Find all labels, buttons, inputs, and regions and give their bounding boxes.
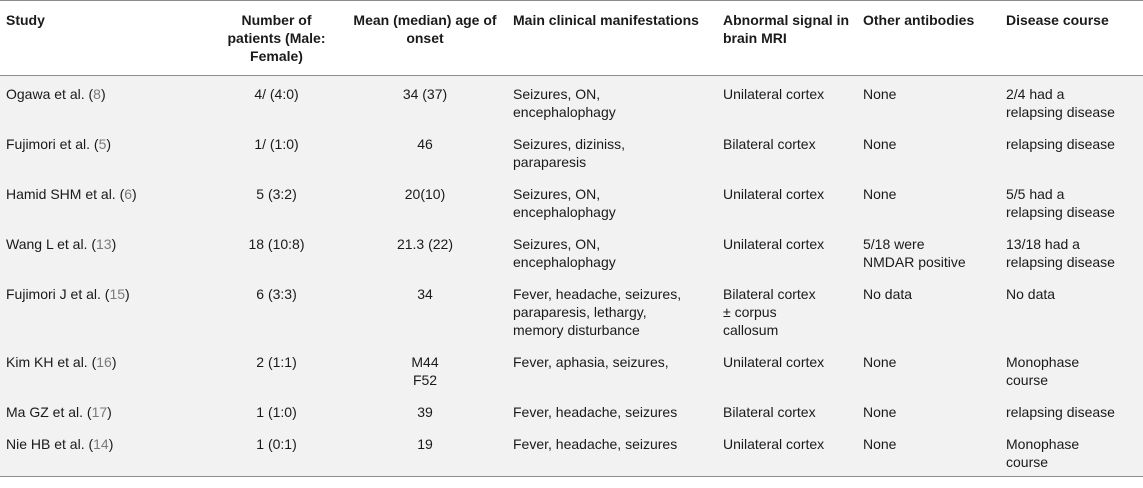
cell-study bbox=[0, 226, 210, 276]
ref-close: ) bbox=[132, 186, 137, 202]
study-name: Wang L et al. ( bbox=[6, 236, 97, 252]
cell-manifestations: Seizures, ON, encephalophagy bbox=[513, 86, 616, 120]
ref-close: ) bbox=[100, 86, 106, 102]
study-name: Nie HB et al. ( bbox=[6, 436, 94, 452]
cell-course: No data bbox=[1006, 286, 1056, 302]
cell-mri: Unilateral cortex bbox=[723, 436, 825, 452]
cell-age: 20(10) bbox=[404, 186, 446, 202]
header-antibodies: Other antibodies bbox=[857, 1, 1000, 76]
header-age: Mean (median) age of onset bbox=[343, 1, 507, 76]
table-row bbox=[0, 344, 1143, 394]
cell-patients: 2 (1:1) bbox=[256, 354, 297, 370]
cell-antibodies: None bbox=[863, 436, 897, 452]
cell-age: 21.3 (22) bbox=[396, 236, 454, 252]
table-row bbox=[0, 394, 1143, 426]
cell-patients: 18 (10:8) bbox=[248, 236, 305, 252]
reference-link[interactable]: 15 bbox=[109, 286, 126, 302]
cell-manifestations: Seizures, ON, encephalophagy bbox=[513, 186, 616, 220]
cell-patients: 5 (3:2) bbox=[256, 186, 297, 202]
cell-age: 34 (37) bbox=[402, 86, 448, 102]
cell-mri: Unilateral cortex bbox=[723, 86, 825, 102]
cell-study bbox=[0, 344, 210, 394]
study-name: Fujimori et al. ( bbox=[6, 136, 99, 152]
cell-antibodies: None bbox=[863, 86, 897, 102]
table-row bbox=[0, 226, 1143, 276]
table-body bbox=[0, 76, 1143, 477]
table-header bbox=[0, 1, 1143, 76]
cell-manifestations: Fever, headache, seizures bbox=[513, 436, 678, 452]
cell-manifestations: Seizures, ON, encephalophagy bbox=[513, 236, 616, 270]
cell-patients: 4/ (4:0) bbox=[254, 86, 299, 102]
cell-patients: 6 (3:3) bbox=[256, 286, 297, 302]
reference-link[interactable]: 14 bbox=[93, 436, 109, 452]
study-name: Ogawa et al. ( bbox=[6, 86, 94, 102]
cell-mri: Bilateral cortex bbox=[723, 404, 816, 420]
cell-course: relapsing disease bbox=[1006, 404, 1115, 420]
cell-study bbox=[0, 76, 210, 127]
cell-course: relapsing disease bbox=[1006, 136, 1115, 152]
cell-antibodies: None bbox=[863, 136, 897, 152]
cell-study bbox=[0, 394, 210, 426]
table-row bbox=[0, 76, 1143, 127]
cell-course: Monophase course bbox=[1006, 354, 1080, 388]
cell-course: Monophase course bbox=[1006, 436, 1080, 470]
ref-close: ) bbox=[106, 136, 112, 152]
cell-mri: Bilateral cortex ± corpus callosum bbox=[723, 286, 816, 338]
ref-close: ) bbox=[108, 436, 114, 452]
reference-link[interactable]: 5 bbox=[98, 136, 107, 152]
table-row bbox=[0, 176, 1143, 226]
cell-antibodies: 5/18 were NMDAR positive bbox=[863, 236, 966, 270]
cell-mri: Unilateral cortex bbox=[723, 186, 825, 202]
study-name: Hamid SHM et al. ( bbox=[6, 186, 125, 202]
cell-patients: 1 (0:1) bbox=[256, 436, 297, 452]
header-study: Study bbox=[0, 1, 210, 76]
cell-manifestations: Seizures, diziniss, paraparesis bbox=[513, 136, 626, 170]
cell-mri: Unilateral cortex bbox=[723, 236, 825, 252]
ref-close: ) bbox=[125, 286, 130, 302]
study-name: Ma GZ et al. ( bbox=[6, 404, 92, 420]
header-manifestations: Main clinical manifestations bbox=[507, 1, 717, 76]
cell-study bbox=[0, 426, 210, 477]
ref-close: ) bbox=[107, 404, 112, 420]
cell-age: 34 bbox=[417, 286, 433, 302]
cell-study bbox=[0, 276, 210, 344]
table-row bbox=[0, 426, 1143, 477]
cell-age: 39 bbox=[417, 404, 433, 420]
cell-course: 5/5 had a relapsing disease bbox=[1006, 186, 1115, 220]
header-patients: Number of patients (Male: Female) bbox=[210, 1, 343, 76]
study-name: Kim KH et al. ( bbox=[6, 354, 97, 370]
cell-manifestations: Fever, headache, seizures bbox=[513, 404, 678, 420]
cell-antibodies: None bbox=[863, 354, 897, 370]
cell-antibodies: None bbox=[863, 186, 897, 202]
header-row bbox=[0, 1, 1143, 76]
ref-close: ) bbox=[111, 354, 117, 370]
cell-study bbox=[0, 126, 210, 176]
reference-link[interactable]: 17 bbox=[91, 404, 108, 420]
cell-study bbox=[0, 176, 210, 226]
cell-patients: 1/ (1:0) bbox=[254, 136, 299, 152]
cell-antibodies: None bbox=[863, 404, 897, 420]
cell-age: 46 bbox=[417, 136, 433, 152]
reference-link[interactable]: 6 bbox=[124, 186, 133, 202]
cell-patients: 1 (1:0) bbox=[256, 404, 297, 420]
cell-manifestations: Fever, aphasia, seizures, bbox=[513, 354, 669, 370]
cell-age: M44 F52 bbox=[411, 354, 439, 388]
cell-mri: Bilateral cortex bbox=[723, 136, 816, 152]
cell-antibodies: No data bbox=[863, 286, 913, 302]
cell-course: 2/4 had a relapsing disease bbox=[1006, 86, 1115, 120]
reference-link[interactable]: 8 bbox=[93, 86, 101, 102]
reference-link[interactable]: 16 bbox=[96, 354, 112, 370]
table-row bbox=[0, 126, 1143, 176]
cell-course: 13/18 had a relapsing disease bbox=[1006, 236, 1115, 270]
cell-mri: Unilateral cortex bbox=[723, 354, 825, 370]
cell-manifestations: Fever, headache, seizures, paraparesis, lethargy, memory disturbance bbox=[513, 286, 682, 338]
table-row bbox=[0, 276, 1143, 344]
reference-link[interactable]: 13 bbox=[96, 236, 112, 252]
ref-close: ) bbox=[111, 236, 117, 252]
header-mri: Abnormal signal in brain MRI bbox=[717, 1, 857, 76]
header-course: Disease course bbox=[1000, 1, 1143, 76]
cell-age: 19 bbox=[417, 436, 433, 452]
study-name: Fujimori J et al. ( bbox=[6, 286, 110, 302]
